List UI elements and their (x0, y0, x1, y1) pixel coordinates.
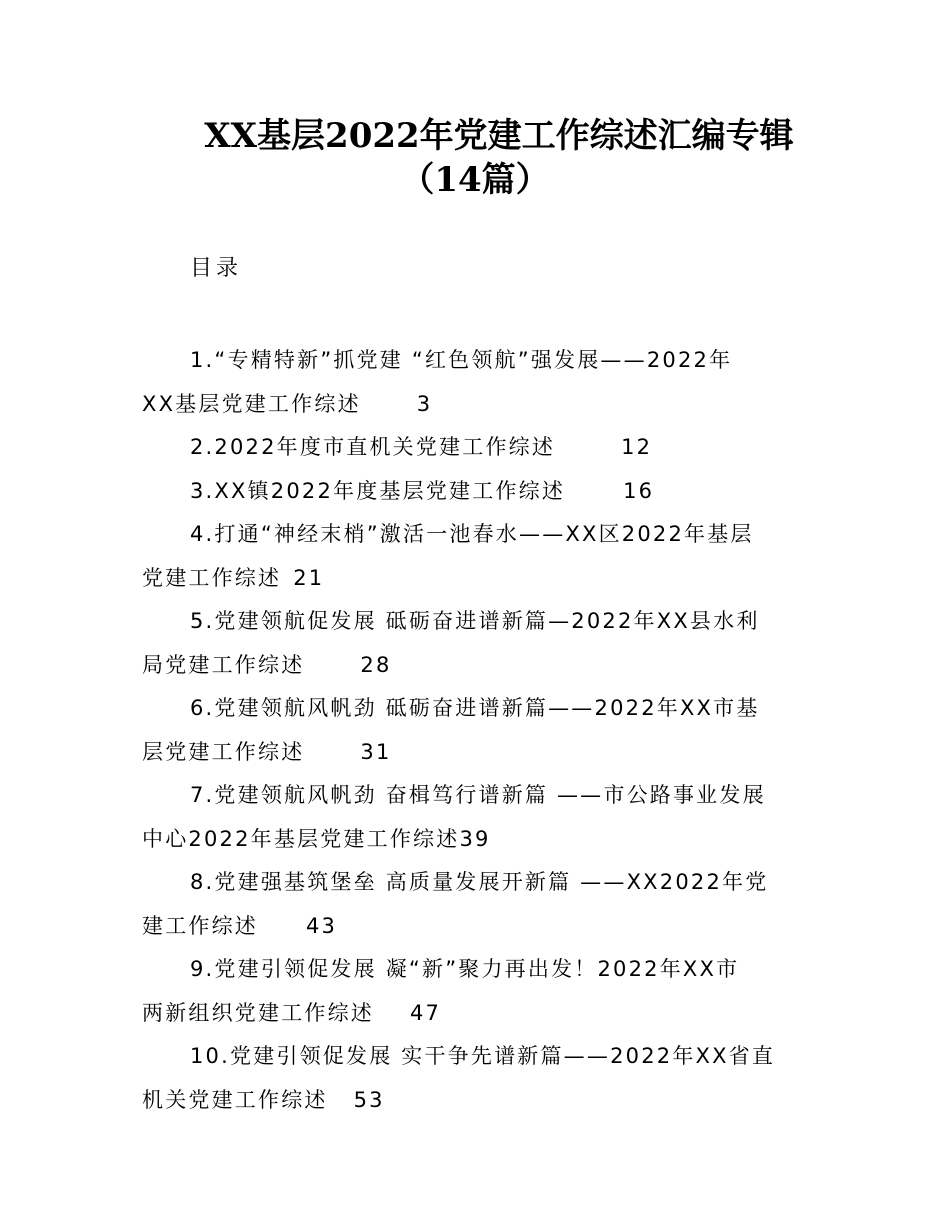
toc-entry-3[interactable] (142, 470, 812, 514)
toc-page-number: 53 (353, 1087, 385, 1112)
toc-page-number: 47 (410, 1000, 442, 1025)
toc-entry-title-cont: 机关党建工作综述 (142, 1087, 328, 1112)
table-of-contents (142, 339, 812, 1122)
toc-entry-title: 8.党建强基筑堡垒 高质量发展开新篇 ——XX2022年党 (190, 870, 769, 894)
toc-entry-7[interactable] (142, 774, 812, 861)
document-title-line1: XX基层2022年党建工作综述汇编专辑 (204, 116, 794, 156)
toc-entry-title: 9.党建引领促发展 凝“新”聚力再出发！2022年XX市 (190, 957, 740, 981)
toc-entry-10[interactable] (142, 1035, 812, 1122)
toc-page-number: 28 (360, 652, 392, 677)
toc-entry-title: 6.党建领航风帆劲 砥砺奋进谱新篇——2022年XX市基 (190, 696, 760, 720)
toc-heading: 目录 (190, 256, 243, 281)
toc-page-number: 16 (623, 478, 655, 503)
toc-entry-title-cont: 局党建工作综述 (142, 652, 305, 677)
toc-entry-6[interactable] (142, 687, 812, 774)
toc-entry-title: 2.2022年度市直机关党建工作综述 (190, 435, 556, 459)
toc-page-number: 12 (621, 435, 653, 459)
toc-entry-4[interactable] (142, 513, 812, 600)
toc-page-number: 21 (293, 565, 325, 590)
toc-entry-title: 3.XX镇2022年度基层党建工作综述 (190, 478, 566, 503)
toc-entry-title-cont: 党建工作综述 (142, 565, 282, 590)
document-title-line2: （14篇） (400, 160, 550, 200)
toc-entry-title-cont: 中心2022年基层党建工作综述 (142, 826, 460, 851)
toc-entry-title: 5.党建领航促发展 砥砺奋进谱新篇—2022年XX县水利 (190, 609, 760, 633)
toc-entry-2[interactable] (142, 426, 812, 470)
toc-entry-title: 1.“专精特新”抓党建 “红色领航”强发展——2022年 (190, 348, 733, 372)
toc-entry-title: 4.打通“神经末梢”激活一池春水——XX区2022年基层 (190, 522, 754, 546)
toc-entry-title: 10.党建引领促发展 实干争先谱新篇——2022年XX省直 (190, 1044, 776, 1068)
toc-page-number: 39 (459, 826, 491, 851)
toc-page-number: 31 (360, 739, 392, 764)
toc-entry-title-cont: 两新组织党建工作综述 (142, 1000, 374, 1025)
toc-entry-title: 7.党建领航风帆劲 奋楫笃行谱新篇 ——市公路事业发展 (190, 783, 766, 807)
toc-entry-1[interactable] (142, 339, 812, 426)
toc-entry-title-cont: 层党建工作综述 (142, 739, 305, 764)
toc-entry-title-cont: XX基层党建工作综述 (142, 391, 361, 416)
toc-entry-8[interactable] (142, 861, 812, 948)
toc-entry-9[interactable] (142, 948, 812, 1035)
toc-entry-title-cont: 建工作综述 (142, 913, 258, 938)
toc-entry-5[interactable] (142, 600, 812, 687)
toc-page-number: 43 (306, 913, 338, 938)
toc-page-number: 3 (416, 391, 433, 416)
